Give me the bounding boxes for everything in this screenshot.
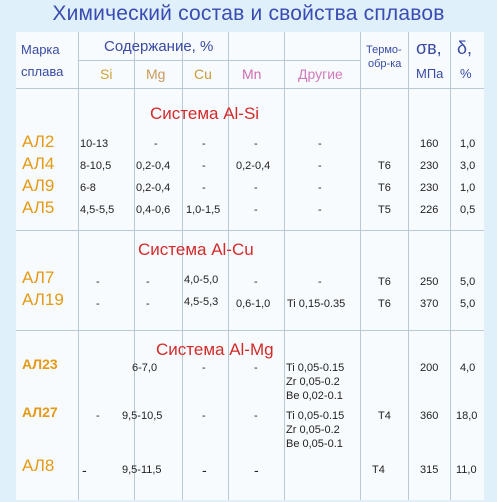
treatment-value: Т6 xyxy=(378,182,391,194)
delta-value: 1,0 xyxy=(460,182,476,194)
treatment-value: Т4 xyxy=(378,410,391,422)
sigma-header: σв, xyxy=(416,38,442,58)
cu-value: - xyxy=(202,462,207,478)
delta-value: 4,0 xyxy=(460,362,476,374)
sigma-value: 160 xyxy=(420,138,439,150)
cu-value: 4,5-5,3 xyxy=(184,296,219,308)
si-value: - xyxy=(96,298,100,310)
cu-value: - xyxy=(202,362,206,374)
mn-value: 0,6-1,0 xyxy=(236,298,271,310)
si-value: 6-8 xyxy=(80,182,96,194)
alloy-grade: АЛ27 xyxy=(22,404,58,420)
sigma-unit: МПа xyxy=(416,66,444,81)
sigma-value: 200 xyxy=(420,362,439,374)
other-value: Be 0,05-0.1 xyxy=(286,438,343,450)
sigma-value: 230 xyxy=(420,160,439,172)
other-value: Zr 0,05-0.2 xyxy=(286,376,340,388)
delta-value: 0,5 xyxy=(460,204,476,216)
other-value: Ti 0,15-0.35 xyxy=(287,298,346,310)
delta-value: 1,0 xyxy=(460,138,476,150)
other-value: Ti 0,05-0.15 xyxy=(286,362,345,374)
cu-value: - xyxy=(202,160,206,172)
sigma-value: 360 xyxy=(420,410,439,422)
treatment-header-line1: Термо- xyxy=(366,44,402,56)
system-title-al-si: Система Al-Si xyxy=(150,104,260,123)
cu-value: - xyxy=(202,138,206,150)
mg-value: 9,5-10,5 xyxy=(122,410,163,422)
si-value: - xyxy=(96,276,100,288)
treatment-value: Т4 xyxy=(372,464,385,476)
grade-header-line2: сплава xyxy=(21,64,64,79)
cu-header: Cu xyxy=(194,66,212,82)
system-title-al-mg: Система Al-Mg xyxy=(156,340,274,359)
delta-header: δ, xyxy=(457,38,473,58)
alloy-grade: АЛ8 xyxy=(22,456,55,475)
delta-value: 3,0 xyxy=(460,160,476,172)
other-value: - xyxy=(318,138,322,150)
sigma-value: 250 xyxy=(420,276,439,288)
other-value: - xyxy=(318,182,322,194)
delta-value: 18,0 xyxy=(456,410,478,422)
delta-unit: % xyxy=(460,66,472,81)
mn-value: - xyxy=(254,204,258,216)
si-value: - xyxy=(82,462,87,478)
other-value: Be 0,02-0.1 xyxy=(286,390,343,402)
other-value: Ti 0,05-0.15 xyxy=(286,410,345,422)
mn-value: - xyxy=(254,410,258,422)
treatment-header-line2: обр-ка xyxy=(368,58,402,70)
other-value: - xyxy=(318,160,322,172)
alloy-table xyxy=(16,32,484,500)
mn-value: 0,2-0,4 xyxy=(236,160,271,172)
alloy-grade: АЛ9 xyxy=(22,176,55,195)
grade-header-line1: Марка xyxy=(21,42,60,57)
system-title-al-cu: Система Al-Cu xyxy=(138,240,254,259)
delta-value: 5,0 xyxy=(460,298,476,310)
alloy-grade: АЛ2 xyxy=(22,132,55,151)
delta-value: 11,0 xyxy=(456,464,477,476)
cu-value: 1,0-1,5 xyxy=(186,204,221,216)
cu-value: 4,0-5,0 xyxy=(184,274,219,286)
treatment-value: Т6 xyxy=(378,276,391,288)
delta-value: 5,0 xyxy=(460,276,476,288)
alloy-grade: АЛ4 xyxy=(22,154,55,173)
si-header: Si xyxy=(100,66,113,82)
si-value: 8-10,5 xyxy=(80,160,112,172)
mg-value: - xyxy=(146,298,150,310)
mg-value: - xyxy=(146,276,150,288)
cu-value: - xyxy=(202,182,206,194)
mg-header: Mg xyxy=(146,66,166,82)
mg-value: - xyxy=(154,138,158,150)
mn-value: - xyxy=(254,182,258,194)
alloy-grade: АЛ7 xyxy=(22,268,55,287)
mg-value: 9,5-11,5 xyxy=(122,464,162,476)
si-value: 10-13 xyxy=(80,138,109,150)
alloy-grade: АЛ23 xyxy=(22,356,58,372)
si-value: - xyxy=(96,410,100,422)
mn-value: - xyxy=(254,276,258,288)
mg-value: 0,2-0,4 xyxy=(136,160,171,172)
mg-value: 6-7,0 xyxy=(132,362,158,374)
other-header: Другие xyxy=(298,66,343,82)
alloy-grade: АЛ19 xyxy=(22,290,64,309)
mn-value: - xyxy=(254,362,258,374)
si-value: 4,5-5,5 xyxy=(80,204,115,216)
other-value: - xyxy=(318,204,322,216)
treatment-value: Т6 xyxy=(378,298,391,310)
sigma-value: 230 xyxy=(420,182,439,194)
mg-value: 0,4-0,6 xyxy=(136,204,171,216)
other-value: - xyxy=(318,276,322,288)
treatment-value: Т5 xyxy=(378,204,391,216)
page-title: Химический состав и свойства сплавов xyxy=(52,2,445,25)
sigma-value: 226 xyxy=(420,204,439,216)
other-value: Zr 0,05-0.2 xyxy=(286,424,340,436)
treatment-value: Т6 xyxy=(378,160,391,172)
mn-value: - xyxy=(254,138,258,150)
alloy-grade: АЛ5 xyxy=(22,198,55,217)
mn-value: - xyxy=(254,462,259,478)
mg-value: 0,2-0,4 xyxy=(136,182,171,194)
sigma-value: 370 xyxy=(420,298,439,310)
cu-value: - xyxy=(202,410,206,422)
content-header: Содержание, % xyxy=(104,38,214,55)
sigma-value: 315 xyxy=(420,464,439,476)
mn-header: Mn xyxy=(242,66,262,82)
